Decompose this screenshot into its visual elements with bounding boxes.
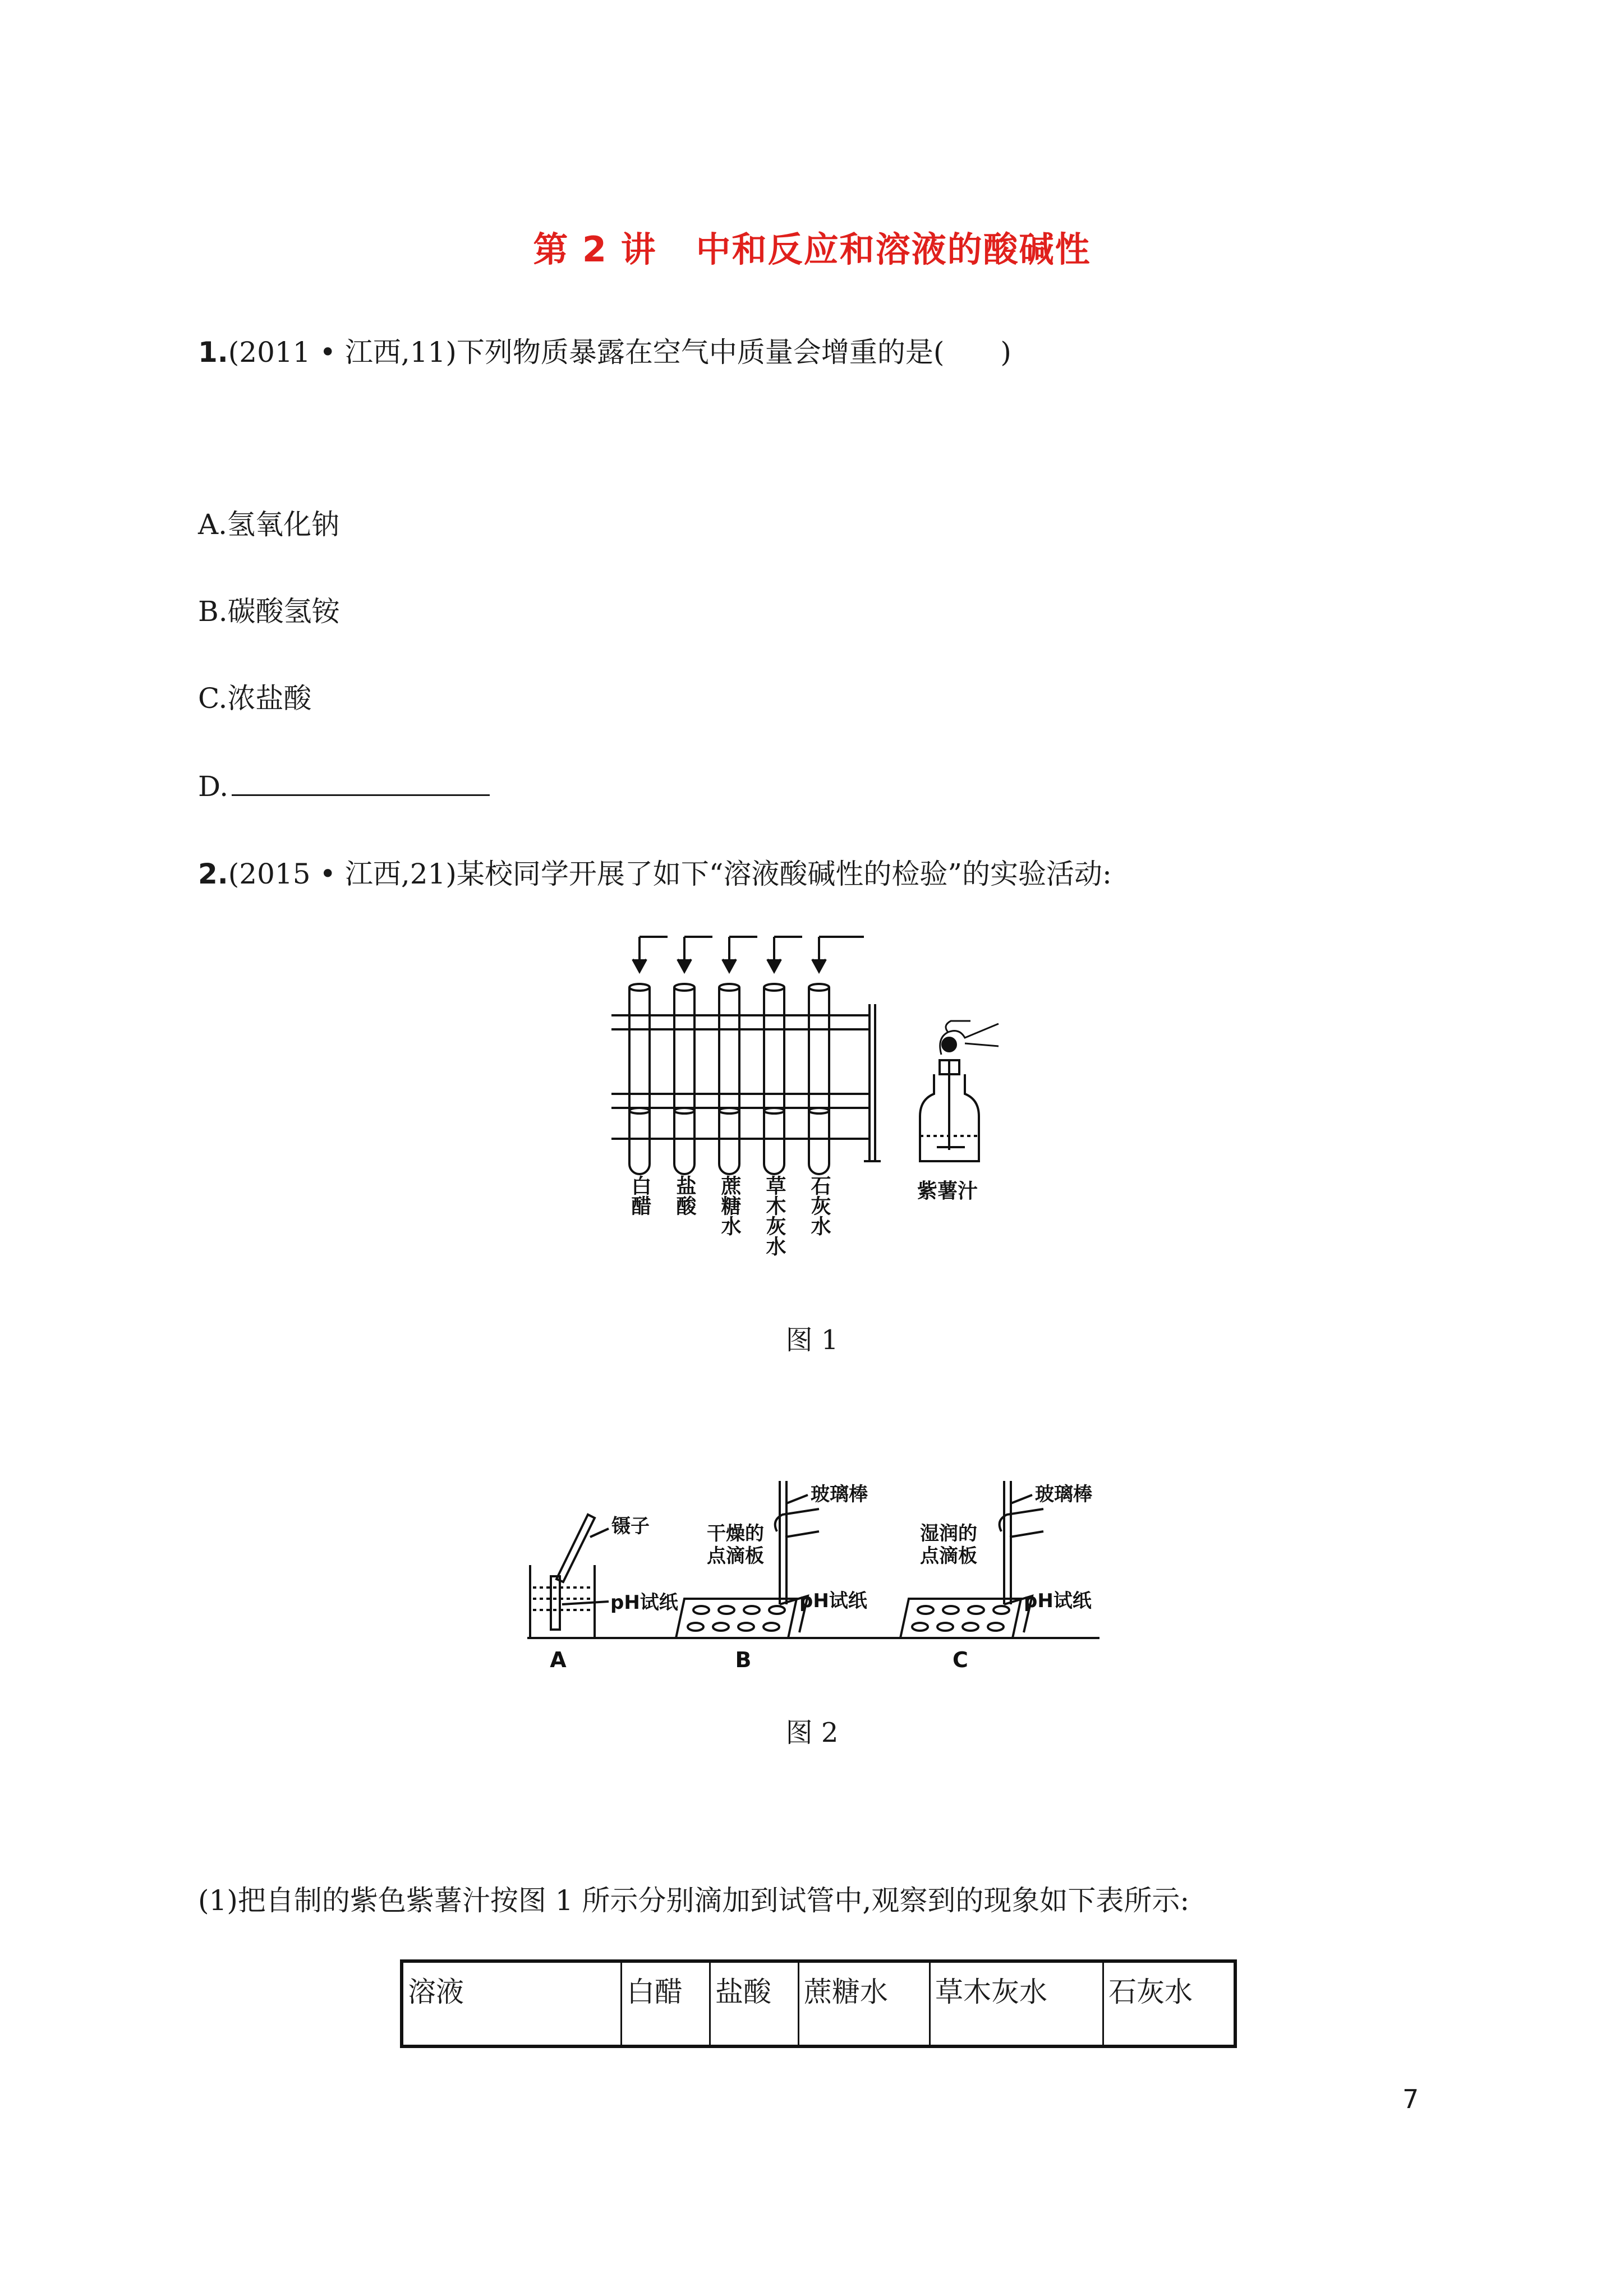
q1-option-c: C.浓盐酸 <box>198 682 312 715</box>
table-header-solution: 溶液 <box>402 1961 622 2046</box>
figure-1-test-tubes <box>606 926 1032 1273</box>
panel-label-c: C <box>953 1648 968 1672</box>
question-2-text: (2015 • 江西,21)某校同学开展了如下“溶液酸碱性的检验”的实验活动: <box>228 858 1112 890</box>
tweezers-icon <box>556 1515 595 1582</box>
table-header-white-vinegar: 白醋 <box>622 1961 710 2046</box>
label-wet-line-1: 湿润的 <box>920 1522 977 1545</box>
test-tubes-icon <box>629 984 829 1174</box>
lecture-number: 第 2 讲 <box>533 229 657 270</box>
figure-1-caption: 图 1 <box>785 1324 839 1356</box>
table-header-sugar-water: 蔗糖水 <box>799 1961 930 2046</box>
label-ph-paper-b: pH试纸 <box>799 1590 867 1612</box>
panel-label-a: A <box>550 1648 567 1672</box>
q1-option-b: B.碳酸氢铵 <box>198 595 340 628</box>
dropper-bottle-icon <box>920 1021 999 1161</box>
label-ph-paper-a: pH试纸 <box>610 1591 678 1614</box>
bottle-label-purple-sweet-potato: 紫薯汁 <box>917 1180 978 1203</box>
question-1-text: (2011 • 江西,11)下列物质暴露在空气中质量会增重的是( ) <box>228 336 1011 369</box>
label-wet-line-2: 点滴板 <box>920 1545 977 1567</box>
label-ph-paper-c: pH试纸 <box>1024 1590 1092 1612</box>
tube-label-plant-ash-water: 草木灰水 <box>763 1175 786 1256</box>
page-number: 7 <box>1402 2084 1419 2114</box>
question-2-number: 2. <box>198 858 228 890</box>
table-header-plant-ash-water: 草木灰水 <box>930 1961 1103 2046</box>
label-glass-rod-b: 玻璃棒 <box>811 1483 868 1506</box>
table-row <box>402 1961 1235 2046</box>
figure-2-ph-test <box>516 1470 1111 1683</box>
question-1-number: 1. <box>198 336 228 369</box>
observation-table <box>400 1959 1237 2048</box>
figure-2-caption: 图 2 <box>785 1717 839 1749</box>
question-2 <box>198 857 1112 891</box>
label-glass-rod-c: 玻璃棒 <box>1035 1483 1092 1506</box>
tube-label-sugar-water: 蔗糖水 <box>718 1175 741 1236</box>
tube-label-hydrochloric-acid: 盐酸 <box>673 1175 696 1216</box>
q1-option-d-label: D. <box>198 770 229 803</box>
label-dry-line-2: 点滴板 <box>707 1545 764 1567</box>
sub-question-1: (1)把自制的紫色紫薯汁按图 1 所示分别滴加到试管中,观察到的现象如下表所示: <box>198 1884 1190 1917</box>
question-1 <box>198 335 1011 369</box>
label-dry-line-1: 干燥的 <box>707 1522 764 1545</box>
table-header-hydrochloric-acid: 盐酸 <box>710 1961 799 2046</box>
page-title <box>0 222 1624 272</box>
q1-option-a: A.氢氧化钠 <box>198 508 340 541</box>
test-tube-rack-icon <box>611 1004 881 1161</box>
tube-label-white-vinegar: 白醋 <box>628 1175 651 1216</box>
table-header-limewater: 石灰水 <box>1103 1961 1236 2046</box>
answer-blank <box>232 770 490 796</box>
dropper-arrows-icon <box>633 937 864 972</box>
q1-option-d <box>198 770 490 803</box>
tube-label-limewater: 石灰水 <box>808 1175 831 1236</box>
panel-label-b: B <box>735 1648 752 1672</box>
label-tweezers: 镊子 <box>611 1515 650 1538</box>
beaker-icon <box>530 1515 609 1638</box>
lecture-topic: 中和反应和溶液的酸碱性 <box>696 229 1091 270</box>
